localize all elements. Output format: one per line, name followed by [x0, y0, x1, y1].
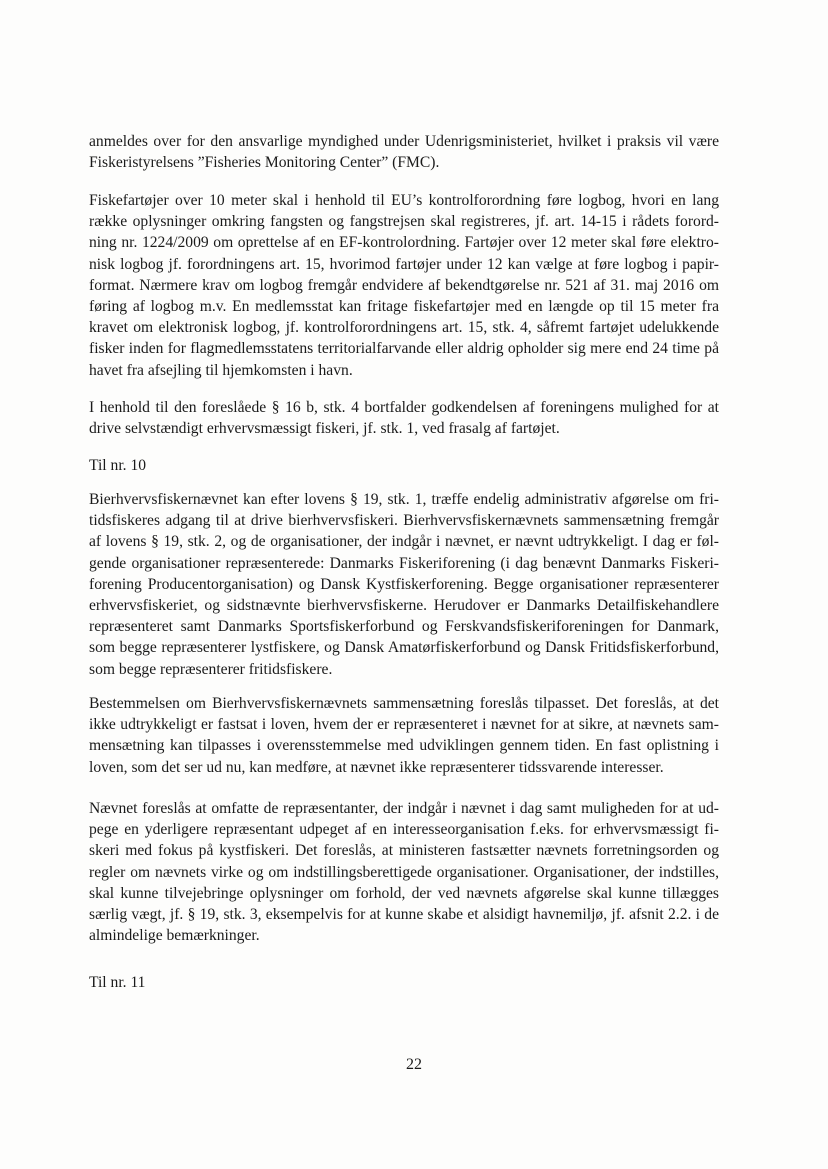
text-line: skeri med fokus på kystfiskeri. Det foreslås, at ministeren fastsætter nævnets forretningsorden og — [89, 842, 719, 860]
paragraph-16b — [89, 397, 719, 439]
text-line: gende organisationer repræsenterede: Danmarks Fiskeriforening (i dag benævnt Danmarks Fiskeri- — [89, 554, 719, 572]
section-heading-nr-10: Til nr. 10 — [89, 457, 147, 474]
text-line: repræsenteret samt Danmarks Sportsfiskerforbund og Ferskvandsfiskeriforeningen for Danmark, — [89, 618, 719, 636]
text-line: fisker inden for flagmedlemsstatens territorialfarvande eller aldrig opholder sig mere end 24 time på — [89, 340, 719, 358]
text-line: forening Producentorganisation) og Dansk Kystfiskerforening. Begge organisationer repræsenterer — [89, 575, 719, 593]
text-line: ikke udtrykkeligt er fastsat i loven, hvem der er repræsenteret i nævnet for at sikre, at nævnets sam- — [89, 716, 719, 734]
text-line: I henhold til den foreslåede § 16 b, stk. 4 bortfalder godkendelsen af foreningens mulighed for at — [89, 399, 719, 416]
text-line: særlig vægt, jf. § 19, stk. 3, eksempelvis for at kunne skabe et alsidigt havnemiljø, jf. afsnit 2.2. i de — [89, 906, 719, 924]
section-heading-nr-11: Til nr. 11 — [89, 974, 146, 991]
text-line: af lovens § 19, stk. 2, og de organisationer, der indgår i nævnet, er nævnt udtrykkeligt. I dag er føl- — [89, 533, 719, 551]
text-line: Bestemmelsen om Bierhvervsfiskernævnets sammensætning foreslås tilpasset. Det foreslås, at det — [89, 695, 719, 712]
text-line: som begge repræsenterer lystfiskere, og Dansk Amatørfiskerforbund og Dansk Fritidsfiskerforbund, — [89, 639, 719, 657]
text-line: drive selvstændigt erhvervsmæssigt fiskeri, jf. stk. 1, ved frasalg af fartøjet. — [89, 420, 560, 438]
paragraph-sammensaetning — [89, 693, 719, 778]
text-line: almindelige bemærkninger. — [89, 927, 260, 945]
page-number: 22 — [406, 1056, 422, 1073]
text-line: Fiskefartøjer over 10 meter skal i henhold til EU’s kontrolforordning føre logbog, hvori en lang — [89, 192, 719, 209]
text-line: loven, som det ser ud nu, kan medføre, at nævnet ikke repræsenterer tidssvarende interesser. — [89, 758, 664, 776]
text-line: anmeldes over for den ansvarlige myndighed under Udenrigsministeriet, hvilket i praksis vil være — [89, 133, 719, 150]
text-line: tidsfiskeres adgang til at drive bierhvervsfiskeri. Bierhvervsfiskernævnets sammensætning fremgår — [89, 512, 719, 530]
paragraph-repraesentanter — [89, 798, 719, 946]
text-line: føring af logbog m.v. En medlemsstat kan fritage fiskefartøjer med en længde op til 15 meter fra — [89, 298, 719, 316]
text-line: pege en yderligere repræsentant udpeget af en interesseorganisation f.eks. for erhvervsmæssigt fi- — [89, 821, 719, 839]
text-line: erhvervsfiskeriet, og sidstnævnte bierhvervsfiskerne. Herudover er Danmarks Detailfiskehandlere — [89, 597, 719, 615]
paragraph-fmc — [89, 131, 719, 173]
text-line: Bierhvervsfiskernævnet kan efter lovens § 19, stk. 1, træffe endelig administrativ afgørelse om fri- — [89, 491, 719, 508]
paragraph-logbook — [89, 190, 719, 381]
text-line: regler om nævnets virke og om indstillingsberettigede organisationer. Organisationer, der indstilles, — [89, 863, 719, 881]
text-line: mensætning kan tilpasses i overensstemmelse med udviklingen gennem tiden. En fast oplistning i — [89, 737, 719, 755]
text-line: Nævnet foreslås at omfatte de repræsentanter, der indgår i nævnet i dag samt muligheden for at ud- — [89, 800, 719, 817]
text-line: nisk logbog jf. forordningens art. 15, hvorimod fartøjer under 12 kan vælge at føre logbog i papir- — [89, 255, 719, 273]
text-line: ning nr. 1224/2009 om oprettelse af en EF-kontrolordning. Fartøjer over 12 meter skal føre elektro- — [89, 234, 719, 252]
text-line: som begge repræsenterer fritidsfiskere. — [89, 660, 333, 678]
text-line: Fiskeristyrelsens ”Fisheries Monitoring Center” (FMC). — [89, 154, 440, 172]
text-line: række oplysninger omkring fangsten og fangstrejsen skal registreres, jf. art. 14-15 i rådets forord- — [89, 213, 719, 231]
paragraph-bierhverv-nævn — [89, 489, 719, 680]
text-line: format. Nærmere krav om logbog fremgår endvidere af bekendtgørelse nr. 521 af 31. maj 2016 om — [89, 276, 719, 294]
text-line: havet fra afsejling til hjemkomsten i havn. — [89, 361, 353, 379]
text-line: skal kunne tilvejebringe oplysninger om forhold, der ved nævnets afgørelse skal kunne tillægges — [89, 884, 719, 902]
text-line: kravet om elektronisk logbog, jf. kontrolforordningens art. 15, stk. 4, såfremt fartøjet udelukkende — [89, 319, 719, 337]
